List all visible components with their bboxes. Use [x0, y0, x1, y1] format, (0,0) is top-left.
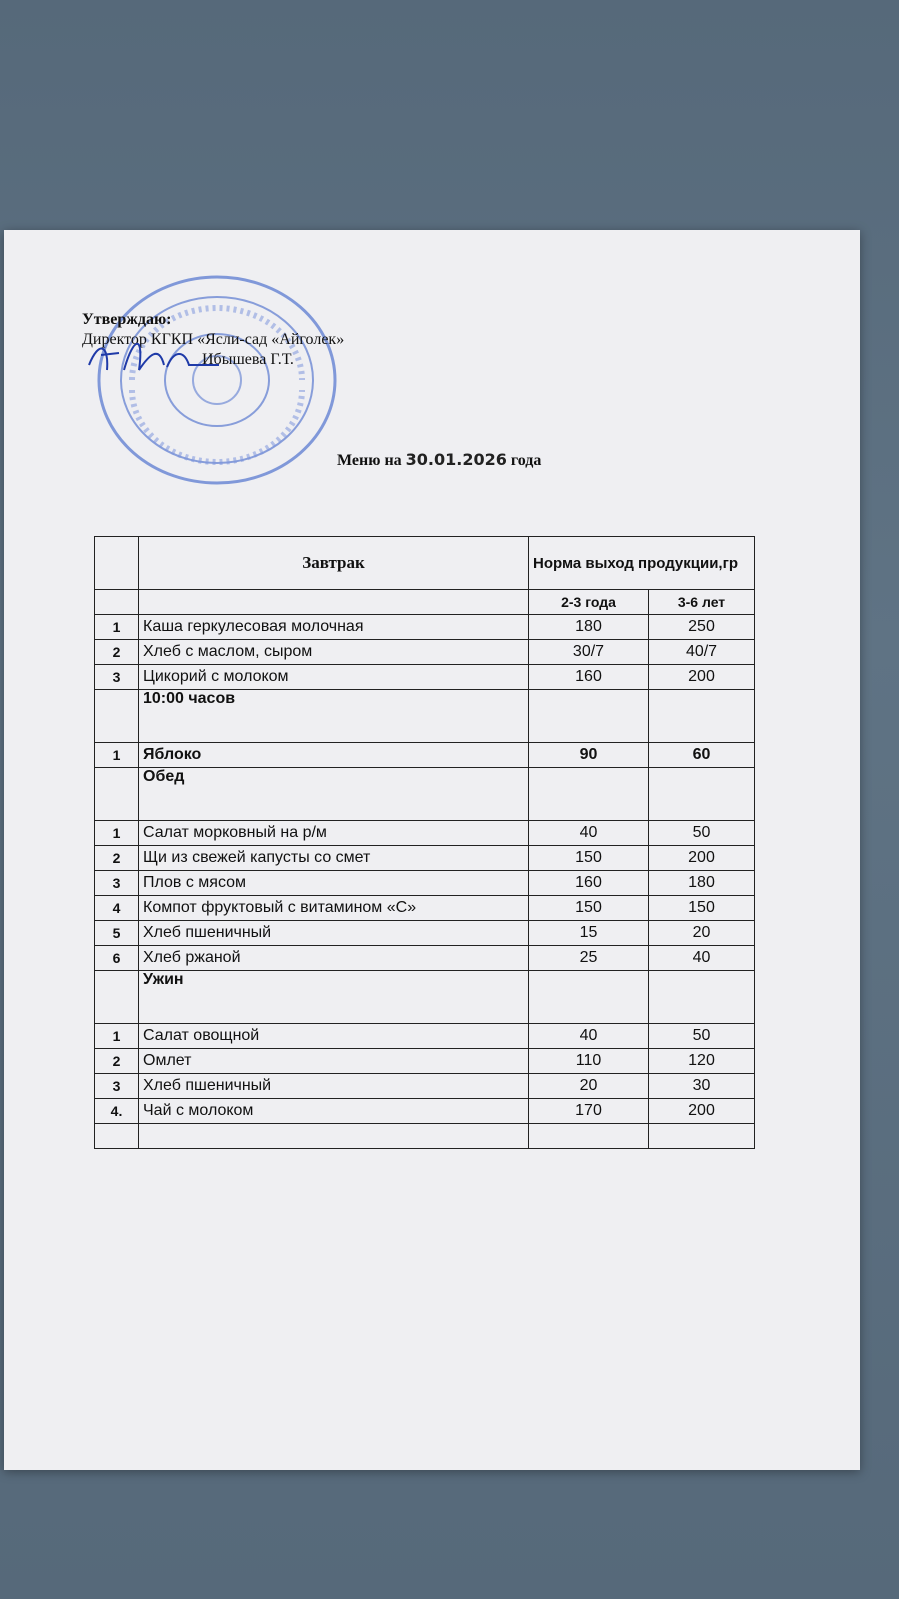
dish-name: Хлеб пшеничный	[139, 1074, 529, 1099]
section-dinner-label: Ужин	[139, 971, 529, 1024]
dish-name: Чай с молоком	[139, 1099, 529, 1124]
table-row	[95, 896, 755, 921]
portion-2-3: 30/7	[529, 640, 649, 665]
dish-name: Хлеб ржаной	[139, 946, 529, 971]
section-lunch-label: Обед	[139, 768, 529, 821]
portion-3-6: 250	[649, 615, 755, 640]
dish-name: Хлеб с маслом, сыром	[139, 640, 529, 665]
header-breakfast: Завтрак	[139, 537, 529, 590]
portion-2-3: 110	[529, 1049, 649, 1074]
portion-2-3: 90	[529, 743, 649, 768]
dish-name: Хлеб пшеничный	[139, 921, 529, 946]
portion-2-3: 170	[529, 1099, 649, 1124]
table-row	[95, 615, 755, 640]
document-page	[4, 230, 860, 1470]
table-row	[95, 846, 755, 871]
table-row	[95, 1074, 755, 1099]
row-number: 5	[95, 921, 139, 946]
dish-name: Каша геркулесовая молочная	[139, 615, 529, 640]
row-number: 3	[95, 665, 139, 690]
snack-rows	[95, 743, 755, 768]
portion-3-6: 200	[649, 665, 755, 690]
portion-2-3: 40	[529, 1024, 649, 1049]
portion-3-6: 200	[649, 1099, 755, 1124]
table-row	[95, 946, 755, 971]
menu-table	[94, 536, 755, 1149]
portion-2-3: 25	[529, 946, 649, 971]
dish-name: Щи из свежей капусты со смет	[139, 846, 529, 871]
portion-2-3: 150	[529, 846, 649, 871]
row-number: 4	[95, 896, 139, 921]
table-empty-row	[95, 1124, 755, 1149]
signature-icon	[79, 325, 229, 385]
row-number: 3	[95, 1074, 139, 1099]
portion-3-6: 120	[649, 1049, 755, 1074]
portion-2-3: 20	[529, 1074, 649, 1099]
section-snack-label: 10:00 часов	[139, 690, 529, 743]
table-row	[95, 821, 755, 846]
lunch-rows	[95, 821, 755, 971]
dish-name: Компот фруктовый с витамином «С»	[139, 896, 529, 921]
row-number: 3	[95, 871, 139, 896]
portion-3-6: 20	[649, 921, 755, 946]
section-dinner	[95, 971, 755, 1024]
row-number: 2	[95, 1049, 139, 1074]
portion-3-6: 40	[649, 946, 755, 971]
row-number: 1	[95, 1024, 139, 1049]
row-number: 2	[95, 640, 139, 665]
portion-2-3: 180	[529, 615, 649, 640]
table-row	[95, 1049, 755, 1074]
dish-name: Салат морковный на р/м	[139, 821, 529, 846]
header-age-3-6: 3-6 лет	[649, 590, 755, 615]
approve-label: Утверждаю:	[82, 311, 172, 328]
portion-3-6: 40/7	[649, 640, 755, 665]
table-subheader-row	[95, 590, 755, 615]
portion-3-6: 60	[649, 743, 755, 768]
portion-3-6: 150	[649, 896, 755, 921]
row-number: 1	[95, 821, 139, 846]
portion-3-6: 50	[649, 821, 755, 846]
director-line: Директор КГКП «Ясли-сад «Айголек»	[82, 331, 345, 348]
section-snack	[95, 690, 755, 743]
portion-2-3: 160	[529, 665, 649, 690]
row-number: 1	[95, 615, 139, 640]
row-number: 4.	[95, 1099, 139, 1124]
table-row	[95, 743, 755, 768]
dinner-rows	[95, 1024, 755, 1124]
portion-3-6: 30	[649, 1074, 755, 1099]
header-norm: Норма выход продукции,гр	[529, 537, 755, 590]
portion-3-6: 50	[649, 1024, 755, 1049]
menu-title-prefix: Меню на	[337, 452, 402, 469]
row-number: 2	[95, 846, 139, 871]
table-row	[95, 921, 755, 946]
breakfast-rows	[95, 615, 755, 690]
portion-2-3: 150	[529, 896, 649, 921]
table-header-row	[95, 537, 755, 590]
menu-title	[337, 450, 541, 470]
section-lunch	[95, 768, 755, 821]
row-number: 6	[95, 946, 139, 971]
menu-title-suffix: года	[510, 452, 542, 469]
portion-3-6: 200	[649, 846, 755, 871]
dish-name: Цикорий с молоком	[139, 665, 529, 690]
table-row	[95, 665, 755, 690]
table-row	[95, 1024, 755, 1049]
portion-3-6: 180	[649, 871, 755, 896]
dish-name: Яблоко	[139, 743, 529, 768]
dish-name: Салат овощной	[139, 1024, 529, 1049]
dish-name: Плов с мясом	[139, 871, 529, 896]
row-number: 1	[95, 743, 139, 768]
portion-2-3: 15	[529, 921, 649, 946]
menu-date: 30.01.2026	[405, 450, 507, 469]
header-age-2-3: 2-3 года	[529, 590, 649, 615]
table-row	[95, 640, 755, 665]
portion-2-3: 40	[529, 821, 649, 846]
table-row	[95, 871, 755, 896]
director-name: Ибышева Г.Т.	[202, 351, 294, 368]
table-row	[95, 1099, 755, 1124]
portion-2-3: 160	[529, 871, 649, 896]
dish-name: Омлет	[139, 1049, 529, 1074]
